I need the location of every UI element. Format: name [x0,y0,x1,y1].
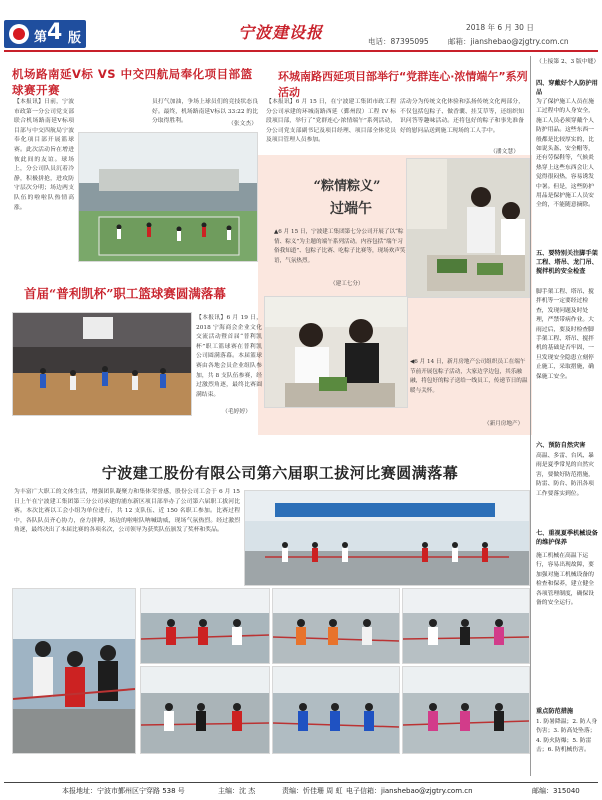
header-rule [4,50,598,52]
tug-of-war-title: 宁波建工股份有限公司第六届职工拔河比赛圆满落幕 [101,464,459,482]
sidebar-paragraph-5: 1. 防暑降温；2. 防人身伤害；3. 防高处坠落；4. 防火防爆；5. 防雷击；6. 防机械伤害。 [536,719,598,754]
tug-of-war-photo-3 [272,588,400,664]
tug-of-war-photo-7 [402,666,530,754]
article2-text-left: 【本报讯】6 月 15 日，在宁波建工集团市政工程分公司承建的环城南路西延（鄞州段）工程 IV 标段项目部，举行了“党群连心·浓情端午”系列活动，分公司党支部副书记及项目经理、项目部全体党员及项目管理人员参加。 [266,99,396,144]
basketball-title: 首届“普利凯杯”职工篮球赛圆满落幕 [24,286,226,301]
sidebar-heading-5: 重点防范措施 [536,708,574,715]
zongzi-subtitle: 过端午 [330,201,372,217]
zongzi-making-photo-2 [264,296,408,408]
basketball-game-photo [12,312,192,416]
masthead: 宁波建设报 [238,23,324,42]
zongzi-caption-2-byline: （新月房地产） [484,421,524,427]
article1-byline: （张文杰） [228,121,257,127]
tug-of-war-photo-5 [140,666,270,754]
tug-of-war-photo-4 [402,588,530,664]
sidebar-continued-note: （上接第 2、3 版中缝） [536,59,600,65]
zongzi-caption-2: ◀6 月 14 日，新月房地产公司组织员工在端午节前开展包粽子活动，大家边学边包，其乐融融，将包好的粽子送给一线员工，传递节日的温暖与关怀。 [410,359,528,394]
article2-text-right: 活动分为传统文化体验和弘扬传统文化两部分，不仅包括包粽子、做香囊、挂艾草等，还组织知识问答等趣味活动。还将包好的粽子和事先准备好的慰问品送到施工现场的工人手中。 [400,99,524,134]
zongzi-making-photo-1 [406,158,530,298]
page-suffix: 版 [68,31,82,46]
footer-editor: 主编：沈 杰 [218,787,256,795]
article1-text-right: 员打气加油，争场上球员们的竞技状态良好。最终，机场路南延Ⅴ标以 33:22 的比分取得胜利。 [152,99,258,125]
sidebar-paragraph-2: 脚手架工程、塔吊、搅拌机等一定要经过检查，发现问题及时处理，严禁带病作业。大雨过后，要及时检查脚手架工程、塔吊、搅拌机的基础是否牢固，一旦发现安全隐患立刻停止施工，采取措施，确保施工安全。 [536,289,594,380]
header-phone: 电话：87395095 [368,37,429,46]
footer-rule [4,782,598,783]
tug-of-war-photo-1 [12,588,136,754]
footer-address: 本报地址：宁波市鄞州区宁穿路 538 号 [62,787,185,795]
footer-assistant-editor: 责编：忻佳珊 周 虹 [282,787,343,795]
page-number: 4 [47,20,63,45]
page-prefix: 第 [34,30,48,45]
tug-of-war-photo-2 [140,588,270,664]
basketball-byline: （毛婷婷） [222,409,251,415]
sidebar-heading-1: 四、穿戴好个人防护用品 [536,80,598,96]
footer-postcode: 邮编：315040 [532,787,580,795]
basketball-text: 【本报讯】6 月 19 日，2018 宁海商会企业文化交流活动暨首届“普利凯杯”职工篮球赛在普利凯公司圆满落幕。本届篮球赛由各地会员企业组队参加，共 8 支队伍参赛，经过激烈角逐，最终比赛圆满结束。 [196,315,262,398]
sidebar-paragraph-1: 为了保护施工人员在施工过程中的人身安全，施工人员必须穿戴个人防护用品。这些东西一般都是比较厚实的，比如说头盔、安全帽等，还有劳保鞋等，气候炎热穿上这些东西会让人觉得很闷热，容易诱发中暑。但是，这些防护用品是保护施工人员安全的，不能随意摘除。 [536,99,594,209]
sidebar-paragraph-3: 高温、多雷、台风、暴雨是夏季常见的自然灾害，要做好防范措施，防雷、防台、防汛各项工作要落实到位。 [536,453,594,497]
header-email: 邮箱：jianshebao@zjgtry.com.cn [448,37,569,46]
company-logo-icon [9,24,29,44]
article2-title: 环城南路西延项目部举行“党群连心·浓情端午”系列活动 [278,70,528,99]
sidebar-divider [530,56,531,776]
article2-byline: （潘文慧） [490,149,519,155]
zongzi-title: “粽情粽义” [313,179,381,194]
footer-email: 电子信箱：jianshebao@zjgtry.com.cn [346,787,473,795]
issue-date: 2018 年 6 月 30 日 [466,23,534,32]
zongzi-caption-1: ▲6 月 15 日，宁波建工集团第七分公司开展了以“粽情、粽义”为主题的端午系列活动。内容包括“端午习俗我知道”、包粽子比赛、吃粽子比赛等，现场欢声笑语，气氛热烈。 [274,229,406,264]
sidebar-heading-2: 五、要特别关注脚手架工程、塔吊、龙门吊、搅拌机的安全检查 [536,250,598,275]
sidebar-heading-4: 七、重视夏季机械设备的维护保养 [536,530,598,546]
tug-of-war-photo-wide [244,490,530,586]
article1-text-left: 【本报讯】日前，宁波市政第一分公司党支部联合机场路南延Ⅴ标项目部与中交四航局宁波奉化项目部开展篮球赛。此次活动旨在增进彼此间的友谊。球场上，分公司队员沉着冷静，积极拼抢，进攻防守层次分明；场边两支队伍的啦啦队热情高涨。 [14,99,74,211]
sidebar-heading-3: 六、预防自然灾害 [536,442,586,449]
zongzi-caption-1-byline: （建工七分） [330,281,364,287]
basketball-court-photo [78,132,258,262]
tug-of-war-text: 为丰富广大职工的文体生活，增强团队凝聚力和集体荣誉感，股份公司工会于 6 月 15 日上午在宁波建工集团第三分公司承建的浦东新区项目部举办了公司第六届职工拔河比赛。本次比赛以工会小组为单位进行，共 12 支队伍、近 150 名职工参加。比赛过程中，各队队员齐心协力，奋力拼搏，场边的啦啦队呐喊助威，现场气氛热烈。经过激烈角逐，最终决出了本届比赛的各项名次，公司领导为获奖队伍颁发了奖杯和奖品。 [14,489,240,534]
article1-title: 机场路南延Ⅴ标 VS 中交四航局奉化项目部篮球赛开赛 [12,67,253,97]
tug-of-war-photo-6 [272,666,400,754]
sidebar-paragraph-4: 施工机械在高温下运行，容易出现故障，要加强对施工机械设备的检查和保养，建立健全各项管理制度，确保设备的安全运行。 [536,553,594,607]
